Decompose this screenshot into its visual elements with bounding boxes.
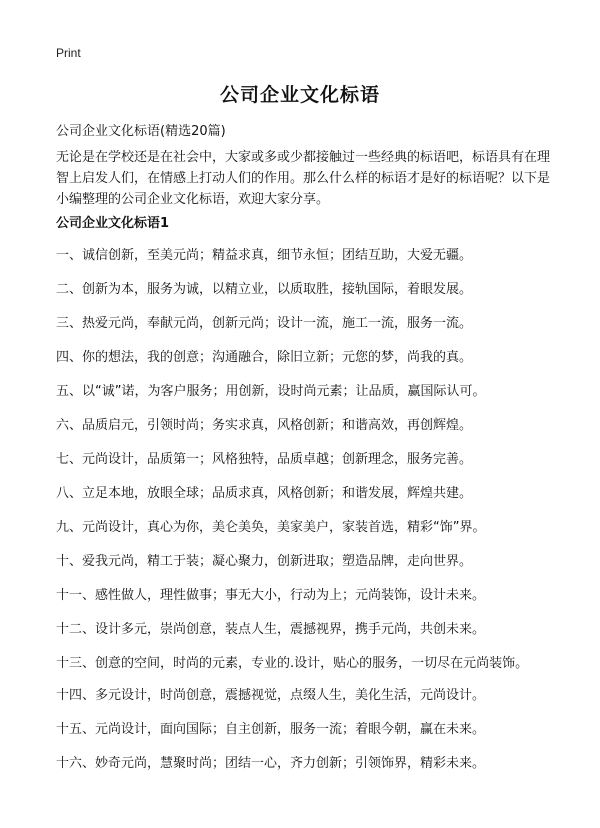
intro-paragraph: 无论是在学校还是在社会中，大家或多或少都接触过一些经典的标语吧，标语具有在理智上启发人们，在情感上打动人们的作用。那么什么样的标语才是好的标语呢？以下是小编整理的公司企业文化标语，欢迎大家分享。 [56, 150, 551, 207]
print-link[interactable]: Print [56, 46, 81, 60]
page-title: 公司企业文化标语 [219, 84, 380, 106]
list-item: 十六、妙奇元尚，慧聚时尚；团结一心，齐力创新；引领饰界，精彩未来。 [56, 756, 486, 771]
list-item: 四、你的想法，我的创意；沟通融合，除旧立新；元您的梦，尚我的真。 [56, 350, 473, 365]
subtitle: 公司企业文化标语(精选20篇) [56, 124, 226, 139]
list-item: 三、热爱元尚，奉献元尚，创新元尚；设计一流，施工一流，服务一流。 [56, 316, 473, 331]
list-item: 七、元尚设计，品质第一；风格独特，品质卓越；创新理念，服务完善。 [56, 452, 473, 467]
list-item: 十三、创意的空间，时尚的元素，专业的.设计，贴心的服务，一切尽在元尚装饰。 [56, 656, 529, 671]
list-item: 十一、感性做人，理性做事；事无大小，行动为上；元尚装饰，设计未来。 [56, 588, 486, 603]
slogan-list [56, 246, 556, 788]
list-item: 十、爱我元尚，精工于装；凝心聚力，创新进取；塑造品牌，走向世界。 [56, 554, 473, 569]
list-item: 九、元尚设计，真心为你，美仑美奂，美家美户，家装首选，精彩“饰”界。 [56, 520, 486, 535]
list-item: 二、创新为本，服务为诚，以精立业，以质取胜，接轨国际，着眼发展。 [56, 282, 473, 297]
list-item: 十四、多元设计，时尚创意，震撼视觉，点缀人生，美化生活，元尚设计。 [56, 688, 486, 703]
section-heading: 公司企业文化标语1 [56, 216, 170, 231]
list-item: 十二、设计多元，崇尚创意，装点人生，震撼视界，携手元尚，共创未来。 [56, 622, 486, 637]
list-item: 十五、元尚设计，面向国际；自主创新，服务一流；着眼今朝，赢在未来。 [56, 722, 486, 737]
list-item: 五、以“诚”诺，为客户服务；用创新，设时尚元素；让品质，赢国际认可。 [56, 384, 486, 399]
list-item: 一、诚信创新，至美元尚；精益求真，细节永恒；团结互助，大爱无疆。 [56, 248, 473, 263]
list-item: 八、立足本地，放眼全球；品质求真，风格创新；和谐发展，辉煌共建。 [56, 486, 473, 501]
list-item: 六、品质启元，引领时尚；务实求真，风格创新；和谐高效，再创辉煌。 [56, 418, 473, 433]
